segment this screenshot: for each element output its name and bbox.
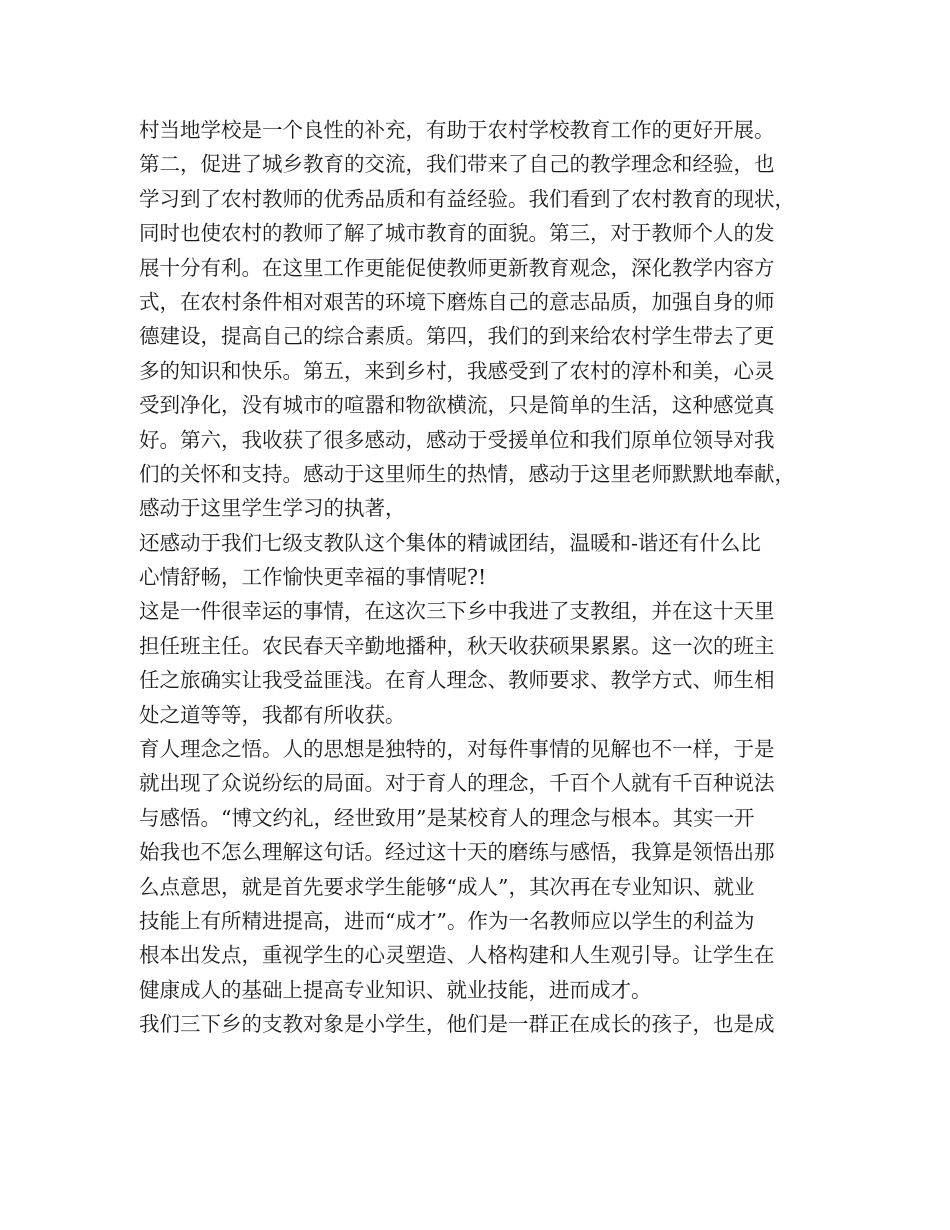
- text-line: 们的关怀和支持。感动于这里师生的热情，感动于这里老师默默地奉献，: [139, 461, 795, 486]
- text-line: 学习到了农村教师的优秀品质和有益经验。我们看到了农村教育的现状，: [139, 186, 795, 211]
- text-line: 根本出发点，重视学生的心灵塑造、人格构建和人生观引导。让学生在: [139, 943, 775, 968]
- text-line: 式，在农村条件相对艰苦的环境下磨炼自己的意志品质，加强自身的师: [139, 289, 775, 314]
- text-line: 始我也不怎么理解这句话。经过这十天的磨练与感悟，我算是领悟出那: [139, 840, 775, 865]
- text-line: 健康成人的基础上提高专业知识、就业技能，进而成才。: [139, 977, 652, 1002]
- text-line: 德建设，提高自己的综合素质。第四，我们的到来给农村学生带去了更: [139, 324, 775, 349]
- text-line: 育人理念之悟。人的思想是独特的，对每件事情的见解也不一样，于是: [139, 737, 775, 762]
- text-line: 技能上有所精进提高，进而“成才”。作为一名教师应以学生的利益为: [139, 908, 755, 933]
- text-line: 还感动于我们七级支教队这个集体的精诚团结，温暖和-谐还有什么比: [139, 530, 761, 555]
- text-line: 就出现了众说纷纭的局面。对于育人的理念，千百个人就有千百种说法: [139, 771, 775, 796]
- text-line: 多的知识和快乐。第五，来到乡村，我感受到了农村的淳朴和美，心灵: [139, 358, 775, 383]
- text-line: 展十分有利。在这里工作更能促使教师更新教育观念，深化教学内容方: [139, 255, 775, 280]
- document-text-body: [139, 113, 829, 1042]
- text-line: 第二，促进了城乡教育的交流，我们带来了自己的教学理念和经验，也: [139, 152, 775, 177]
- text-line: 我们三下乡的支教对象是小学生，他们是一群正在成长的孩子，也是成: [139, 1012, 775, 1037]
- text-line: 任之旅确实让我受益匪浅。在育人理念、教师要求、教学方式、师生相: [139, 668, 775, 693]
- text-line: 这是一件很幸运的事情，在这次三下乡中我进了支教组，并在这十天里: [139, 599, 775, 624]
- text-line: 同时也使农村的教师了解了城市教育的面貌。第三，对于教师个人的发: [139, 221, 775, 246]
- text-line: 处之道等等，我都有所收获。: [139, 702, 406, 727]
- text-line: 好。第六，我收获了很多感动，感动于受援单位和我们原单位领导对我: [139, 427, 775, 452]
- text-line: 心情舒畅，工作愉快更幸福的事情呢?!: [139, 565, 487, 590]
- text-line: 感动于这里学生学习的执著，: [139, 496, 406, 521]
- text-line: 受到净化，没有城市的喧嚣和物欲横流，只是简单的生活，这种感觉真: [139, 393, 775, 418]
- text-line: 么点意思，就是首先要求学生能够“成人”，其次再在专业知识、就业: [139, 874, 755, 899]
- text-line: 担任班主任。农民春天辛勤地播种，秋天收获硕果累累。这一次的班主: [139, 633, 775, 658]
- text-line: 与感悟。“博文约礼，经世致用”是某校育人的理念与根本。其实一开: [139, 805, 755, 830]
- text-line: 村当地学校是一个良性的补充，有助于农村学校教育工作的更好开展。: [139, 118, 775, 142]
